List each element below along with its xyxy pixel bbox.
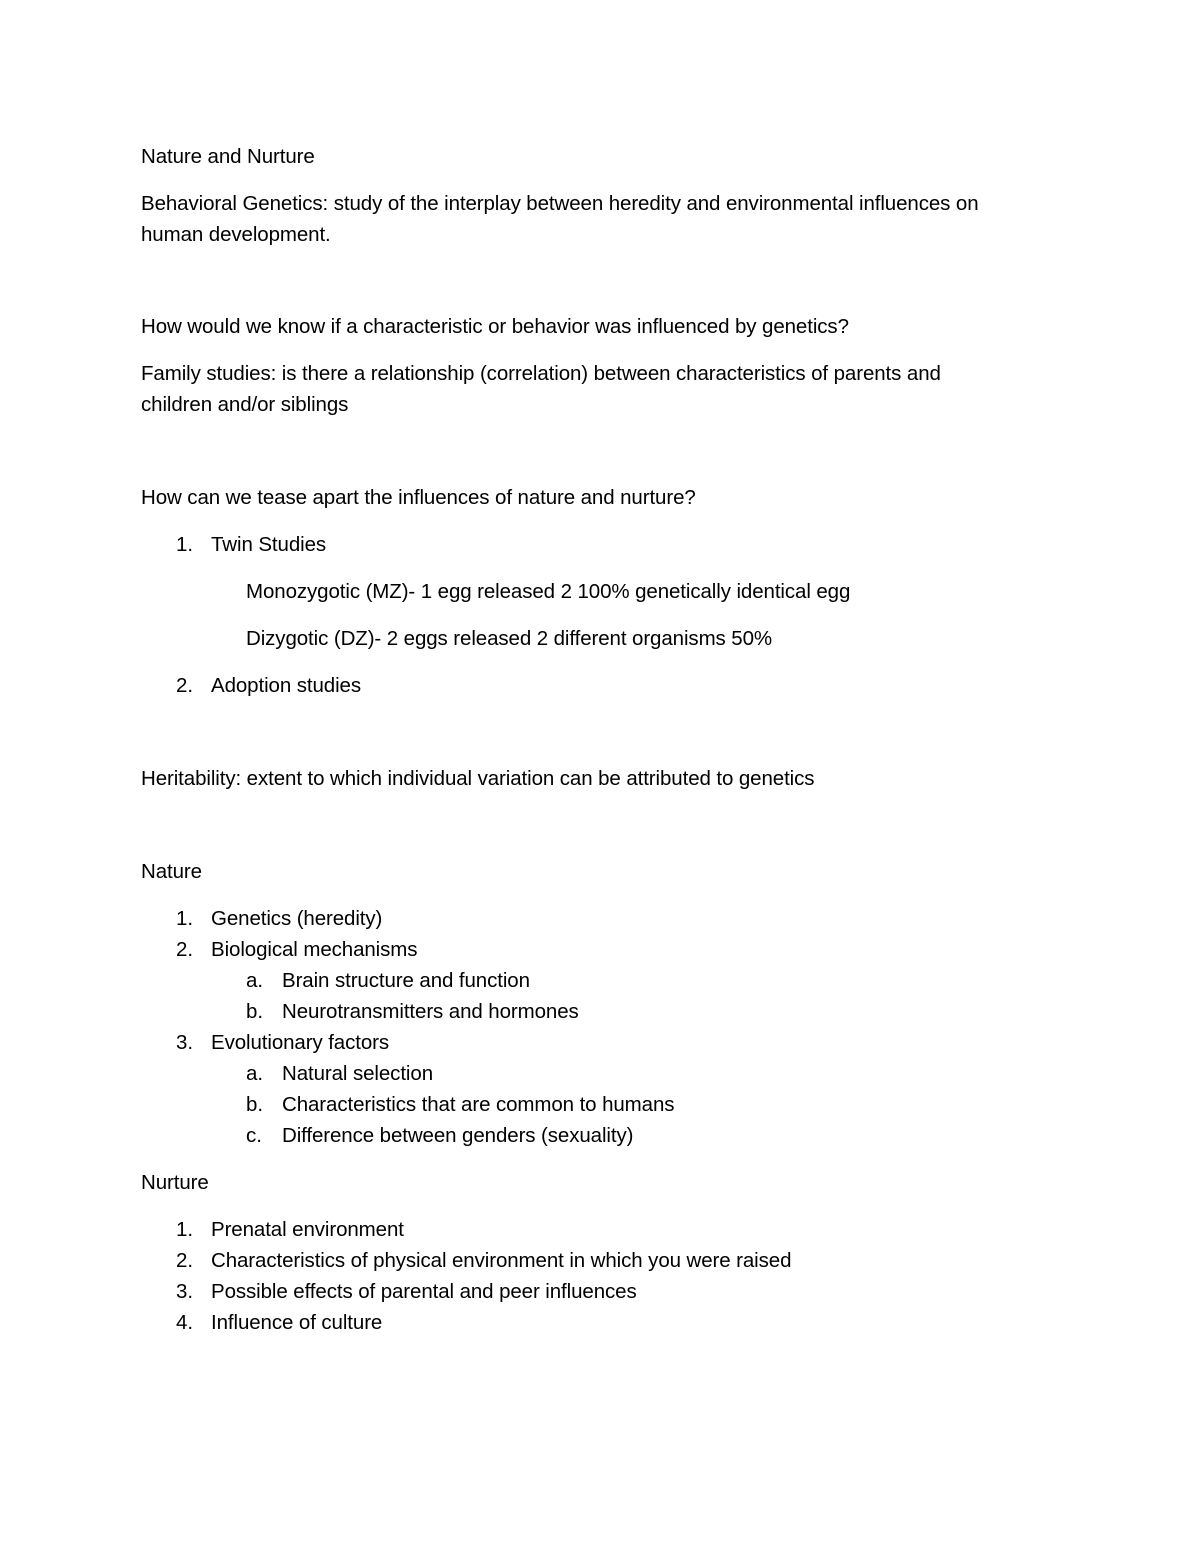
nature-nurture-question: How can we tease apart the influences of nature and nurture? xyxy=(141,486,696,509)
nature-subitem-neurotransmitters: Neurotransmitters and hormones xyxy=(282,1000,579,1023)
nature-subitem-letter: a. xyxy=(246,969,264,992)
nurture-item-prenatal: Prenatal environment xyxy=(211,1218,404,1241)
method-number: 1. xyxy=(176,533,194,556)
nature-item-evolutionary-factors: Evolutionary factors xyxy=(211,1031,390,1054)
nurture-item-parental-peer: Possible effects of parental and peer influences xyxy=(211,1280,637,1303)
nature-subitem-letter: a. xyxy=(246,1062,264,1085)
behavioral-genetics-line-1: Behavioral Genetics: study of the interplay between heredity and environmental influences on xyxy=(141,192,979,215)
nature-item-number: 1. xyxy=(176,907,194,930)
method-number: 2. xyxy=(176,674,194,697)
nurture-item-culture: Influence of culture xyxy=(211,1311,383,1334)
nurture-heading: Nurture xyxy=(141,1171,209,1194)
nature-subitem-common-characteristics: Characteristics that are common to humans xyxy=(282,1093,675,1116)
nature-item-number: 3. xyxy=(176,1031,194,1054)
nurture-item-number: 3. xyxy=(176,1280,194,1303)
behavioral-genetics-line-2: human development. xyxy=(141,223,331,246)
nature-subitem-brain: Brain structure and function xyxy=(282,969,530,992)
method-adoption-studies: Adoption studies xyxy=(211,674,361,697)
nurture-item-number: 4. xyxy=(176,1311,194,1334)
nature-item-biological-mechanisms: Biological mechanisms xyxy=(211,938,418,961)
page-title: Nature and Nurture xyxy=(141,145,315,168)
nature-item-number: 2. xyxy=(176,938,194,961)
nature-subitem-natural-selection: Natural selection xyxy=(282,1062,433,1085)
twin-detail-monozygotic: Monozygotic (MZ)- 1 egg released 2 100% genetically identical egg xyxy=(246,580,851,603)
nature-subitem-gender-differences: Difference between genders (sexuality) xyxy=(282,1124,634,1147)
nurture-item-number: 2. xyxy=(176,1249,194,1272)
nurture-item-physical-environment: Characteristics of physical environment in which you were raised xyxy=(211,1249,792,1272)
family-studies-line-1: Family studies: is there a relationship (correlation) between characteristics of parents and xyxy=(141,362,941,385)
method-twin-studies: Twin Studies xyxy=(211,533,327,556)
family-studies-line-2: children and/or siblings xyxy=(141,393,349,416)
nature-subitem-letter: c. xyxy=(246,1124,262,1147)
nurture-item-number: 1. xyxy=(176,1218,194,1241)
genetics-question: How would we know if a characteristic or behavior was influenced by genetics? xyxy=(141,315,849,338)
heritability-definition: Heritability: extent to which individual variation can be attributed to genetics xyxy=(141,767,815,790)
twin-detail-dizygotic: Dizygotic (DZ)- 2 eggs released 2 different organisms 50% xyxy=(246,627,773,650)
nature-item-genetics: Genetics (heredity) xyxy=(211,907,383,930)
nature-subitem-letter: b. xyxy=(246,1000,264,1023)
nature-heading: Nature xyxy=(141,860,202,883)
nature-subitem-letter: b. xyxy=(246,1093,264,1116)
